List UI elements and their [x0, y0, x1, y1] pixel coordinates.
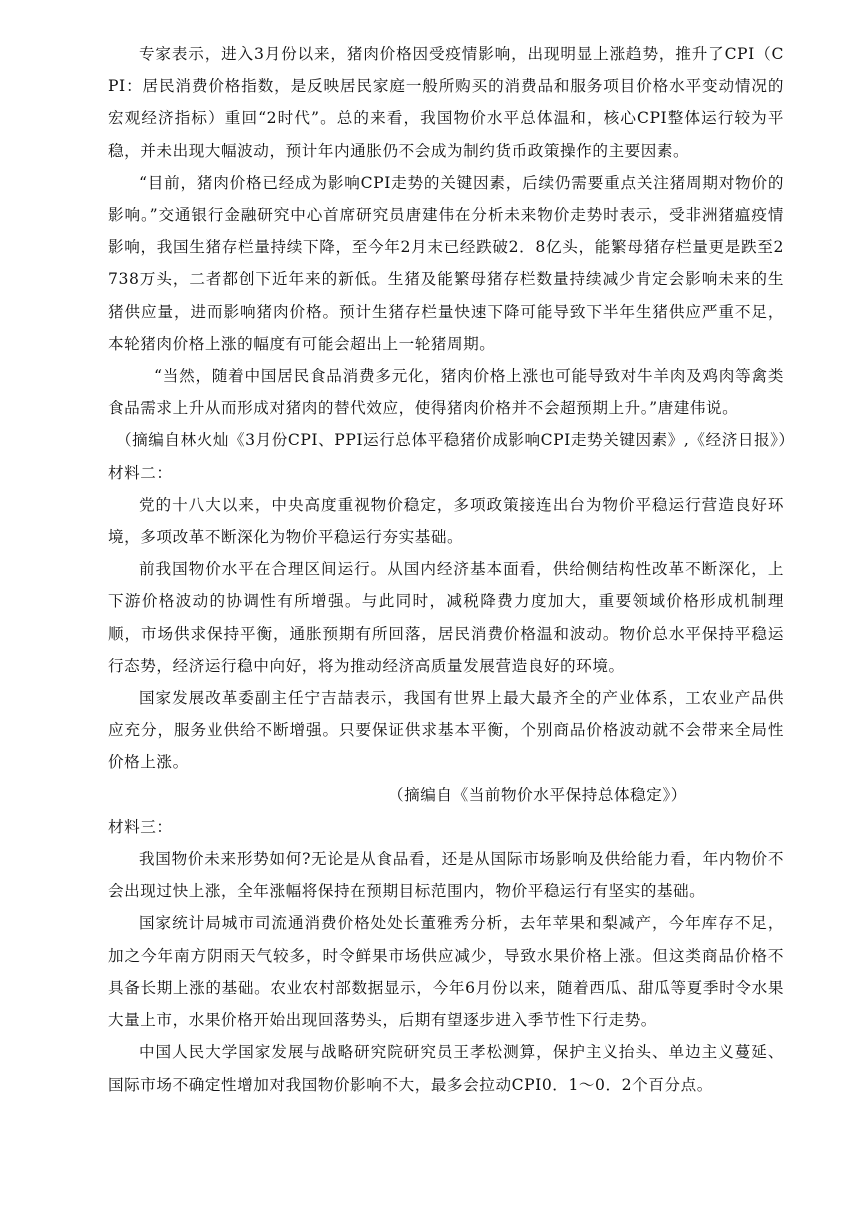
paragraph: 中国人民大学国家发展与战略研究院研究员王孝松测算，保护主义抬头、单边主义蔓延、国际市场不确定性增加对我国物价影响不大，最多会拉动CPI0．1～0．2个百分点。	[108, 1043, 784, 1094]
paragraph: 国家发展改革委副主任宁吉喆表示，我国有世界上最大最齐全的产业体系，工农业产品供应充分，服务业供给不断增强。只要保证供求基本平衡，个别商品价格波动就不会带来全局性价格上涨。	[108, 689, 784, 772]
paragraph: 党的十八大以来，中央高度重视物价稳定，多项政策接连出台为物价平稳运行营造良好环境，多项改革不断深化为物价平稳运行夯实基础。	[108, 495, 784, 547]
source-citation: （摘编自《当前物价水平保持总体稳定》）	[388, 785, 687, 804]
paragraph: “当然，随着中国居民食品消费多元化，猪肉价格上涨也可能导致对牛羊肉及鸡肉等禽类食品需求上升从而形成对猪肉的替代效应，使得猪肉价格并不会超预期上升。”唐建伟说。	[108, 367, 784, 418]
paragraph: “目前，猪肉价格已经成为影响CPI走势的关键因素，后续仍需要重点关注猪周期对物价的影响。”交通银行金融研究中心首席研究员唐建伟在分析未来物价走势时表示，受非洲猪瘟疫情影响，我国生猪存栏量持续下降，至今年2月末已经跌破2．8亿头，能繁母猪存栏量更是跌至2738万头，二者都创下近年来的新低。生猪及能繁母猪存栏数量持续减少肯定会影响未来的生猪供应量，进而影响猪肉价格。预计生猪存栏量快速下降可能导致下半年生猪供应严重不足，本轮猪肉价格上涨的幅度有可能会超出上一轮猪周期。	[108, 173, 784, 353]
paragraph: 前我国物价水平在合理区间运行。从国内经济基本面看，供给侧结构性改革不断深化，上下游价格波动的协调性有所增强。与此同时，减税降费力度加大，重要领域价格形成机制理顺，市场供求保持平衡，通胀预期有所回落，居民消费价格温和波动。物价总水平保持平稳运行态势，经济运行稳中向好，将为推动经济高质量发展营造良好的环境。	[108, 560, 784, 675]
source-citation: （摘编自林火灿《3月份CPI、PPI运行总体平稳猪价成影响CPI走势关键因素》,《经济日报》）	[116, 431, 795, 450]
section-heading: 材料二：	[108, 463, 173, 482]
section-heading: 材料三：	[108, 817, 173, 836]
paragraph: 我国物价未来形势如何?无论是从食品看，还是从国际市场影响及供给能力看，年内物价不会出现过快上涨，全年涨幅将保持在预期目标范围内，物价平稳运行有坚实的基础。	[108, 850, 784, 901]
paragraph: 专家表示，进入3月份以来，猪肉价格因受疫情影响，出现明显上涨趋势，推升了CPI（CPI：居民消费价格指数，是反映居民家庭一般所购买的消费品和服务项目价格水平变动情况的宏观经济指标）重回“2时代”。总的来看，我国物价水平总体温和，核心CPI整体运行较为平稳，并未出现大幅波动，预计年内通胀仍不会成为制约货币政策操作的主要因素。	[108, 45, 784, 160]
paragraph: 国家统计局城市司流通消费价格处处长董雅秀分析，去年苹果和梨减产，今年库存不足，加之今年南方阴雨天气较多，时令鲜果市场供应减少，导致水果价格上涨。但这类商品价格不具备长期上涨的基础。农业农村部数据显示，今年6月份以来，随着西瓜、甜瓜等夏季时令水果大量上市，水果价格开始出现回落势头，后期有望逐步进入季节性下行走势。	[108, 914, 784, 1030]
